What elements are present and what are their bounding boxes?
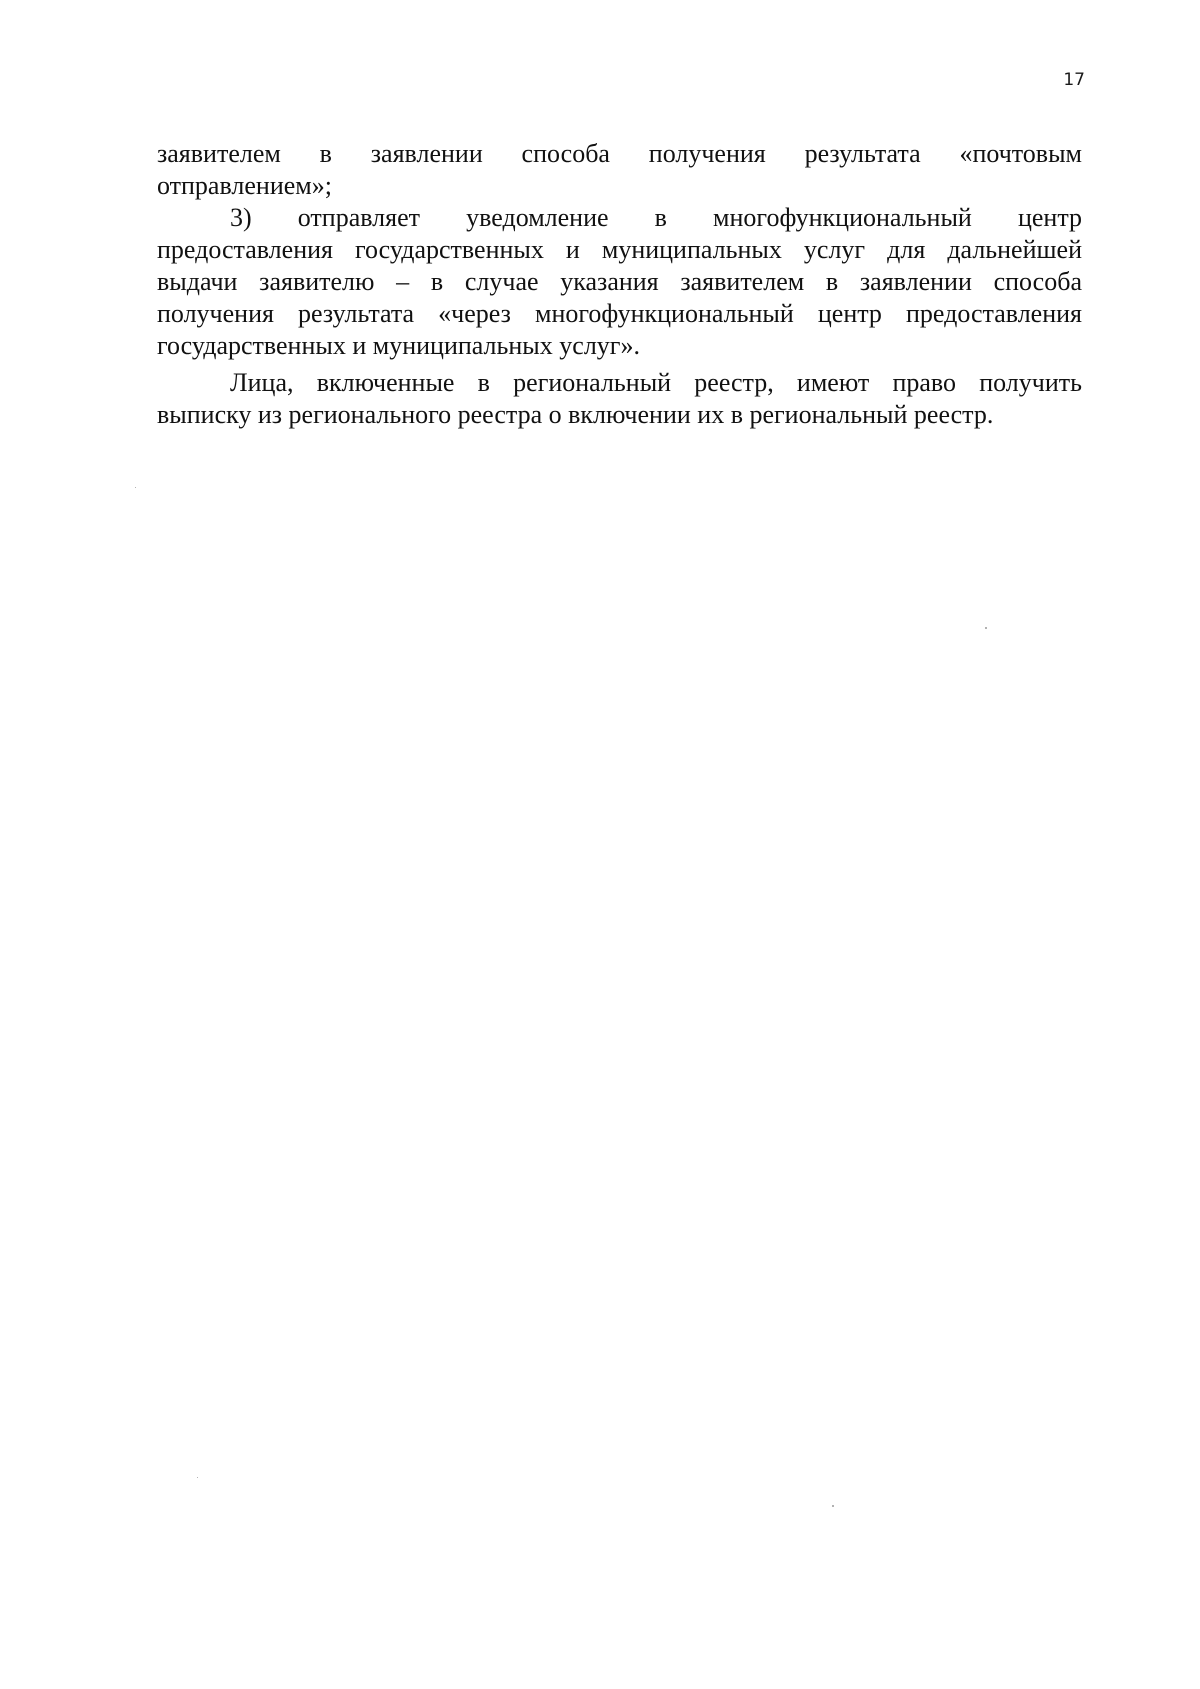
text-line: получения результата «через многофункциональный центр предоставления [157, 299, 1082, 328]
page-number: 17 [1063, 70, 1085, 90]
scan-speck [832, 1505, 834, 1507]
text-line: отправлением»; [157, 171, 332, 200]
scan-speck [197, 1477, 198, 1478]
text-line: выдачи заявителю – в случае указания заявителем в заявлении способа [157, 267, 1082, 296]
paragraph-line: Лица, включенные в региональный реестр, имеют право получить [230, 368, 1082, 397]
text-line: выписку из регионального реестра о включении их в региональный реестр. [157, 400, 994, 429]
scan-speck [985, 627, 987, 629]
text-line: государственных и муниципальных услуг». [157, 331, 640, 360]
text-line: заявителем в заявлении способа получения результата «почтовым [157, 139, 1082, 168]
scan-speck [135, 487, 136, 488]
text-line: предоставления государственных и муниципальных услуг для дальнейшей [157, 235, 1082, 264]
document-body [157, 138, 1082, 431]
list-item-3-line: 3) отправляет уведомление в многофункциональный центр [230, 203, 1082, 232]
